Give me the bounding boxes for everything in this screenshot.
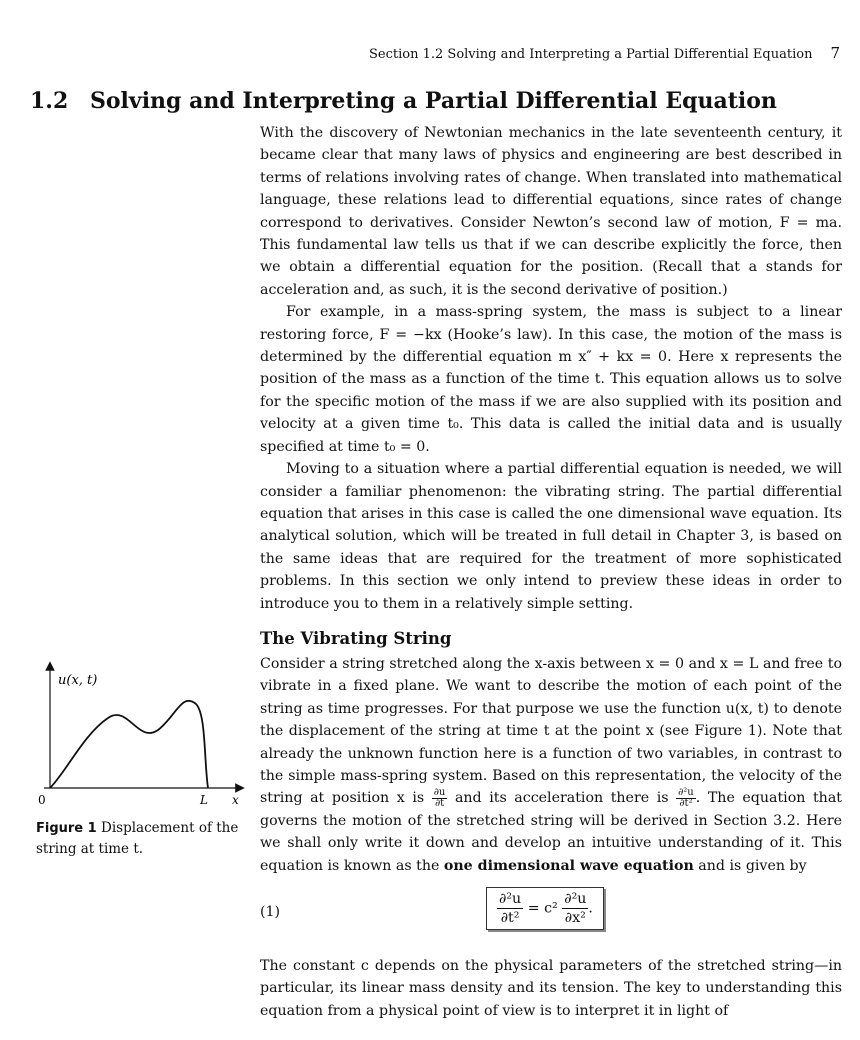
acceleration-fraction	[676, 788, 696, 809]
caption-text: Displacement of the string at time t.	[36, 820, 239, 857]
origin-label: 0	[38, 793, 46, 807]
wave-equation-term: one dimensional wave equation	[443, 857, 694, 874]
rhs-numerator: ∂²u	[564, 891, 587, 907]
section-title: Solving and Interpreting a Partial Differential Equation	[90, 88, 777, 114]
lhs-numerator: ∂²u	[499, 891, 522, 907]
rhs-denominator: ∂x²	[564, 910, 586, 926]
page-number: 7	[830, 44, 840, 62]
y-axis-label: u(x, t)	[58, 673, 98, 688]
main-text-column	[260, 122, 842, 1022]
vs-text-end: and is given by	[698, 857, 807, 874]
caption-label: Figure 1	[36, 821, 97, 836]
velocity-denominator: ∂t	[434, 797, 445, 809]
equation-end: .	[588, 900, 593, 917]
paragraph-vibrating-preview: Moving to a situation where a partial differential equation is needed, we will consider a familiar phenomenon: the vibrating string. The partial differential equation that arises in this case is called the one dimensional wave equation. Its analytical solution, which will be treated in full detail in Chapter 3, is based on the same ideas that are required for the treatment of more sophisticated problems. In this section we only intend to preview these ideas in order to introduce you to them in a relatively simple setting.	[260, 461, 842, 612]
velocity-fraction	[432, 788, 448, 809]
acceleration-denominator: ∂t²	[679, 797, 693, 809]
paragraph-mass-spring: For example, in a mass-spring system, the mass is subject to a linear restoring force, F = −kx (Hooke’s law). In this case, the motion of the mass is determined by the differential equation m x″ + kx = 0. Here x represents the position of the mass as a function of the time t. This equation allows us to solve for the specific motion of the mass if we are also supplied with its position and velocity at a given time t₀. This data is called the initial data and is usually specified at time t₀ = 0.	[260, 304, 842, 455]
wave-equation-box	[486, 887, 604, 930]
equation-number: (1)	[260, 904, 281, 920]
velocity-numerator: ∂u	[433, 786, 446, 798]
string-displacement-curve	[50, 701, 208, 788]
acceleration-numerator: ∂²u	[678, 786, 694, 798]
running-header	[330, 44, 840, 64]
vs-text-before: Consider a string stretched along the x-axis between x = 0 and x = L and free to vibrate in a fixed plane. We want to describe the motion of each point of the string as time progresses. For that purpose we use the function u(x, t) to denote the displacement of the string at time t at the point x (see Figure 1). Note that already the unknown function here is a function of two variables, in contrast to the simple mass-spring system. Based on this representation, the velocity of the string at position x is	[260, 655, 842, 807]
paragraph-constant-c: The constant c depends on the physical parameters of the stretched string—in particular, its linear mass density and its tension. The key to understanding this equation from a physical point of view is to interpret it in light of	[260, 958, 842, 1019]
equation-row	[260, 883, 842, 947]
vs-text-after: . The equation that governs the motion of the stretched string will be derived in Section 3.2. Here we shall only write it down and develop an intuitive understanding of it. This equation is known as the	[260, 790, 842, 874]
subsection-title: The Vibrating String	[260, 628, 452, 648]
figure-1-caption	[36, 818, 256, 859]
L-label: L	[200, 793, 208, 807]
section-heading	[30, 88, 830, 118]
lhs-fraction	[497, 890, 523, 927]
lhs-denominator: ∂t²	[500, 910, 520, 926]
running-title: Section 1.2 Solving and Interpreting a Partial Differential Equation	[369, 47, 813, 62]
x-axis-label: x	[232, 793, 239, 807]
equation-middle: = c²	[527, 900, 558, 917]
section-number: 1.2	[30, 88, 69, 114]
paragraph-vibrating-string	[260, 653, 842, 877]
rhs-fraction	[562, 890, 588, 927]
paragraph-newton: With the discovery of Newtonian mechanics in the late seventeenth century, it became clear that many laws of physics and engineering are best described in terms of relations involving rates of change. When translated into mathematical language, these relations lead to differential equations, since rates of change correspond to derivatives. Consider Newton’s second law of motion, F = ma. This fundamental law tells us that if we can describe explicitly the force, then we obtain a differential equation for the position. (Recall that a stands for acceleration and, as such, it is the second derivative of position.)	[260, 125, 842, 298]
vs-text-mid: and its acceleration there is	[454, 790, 669, 807]
